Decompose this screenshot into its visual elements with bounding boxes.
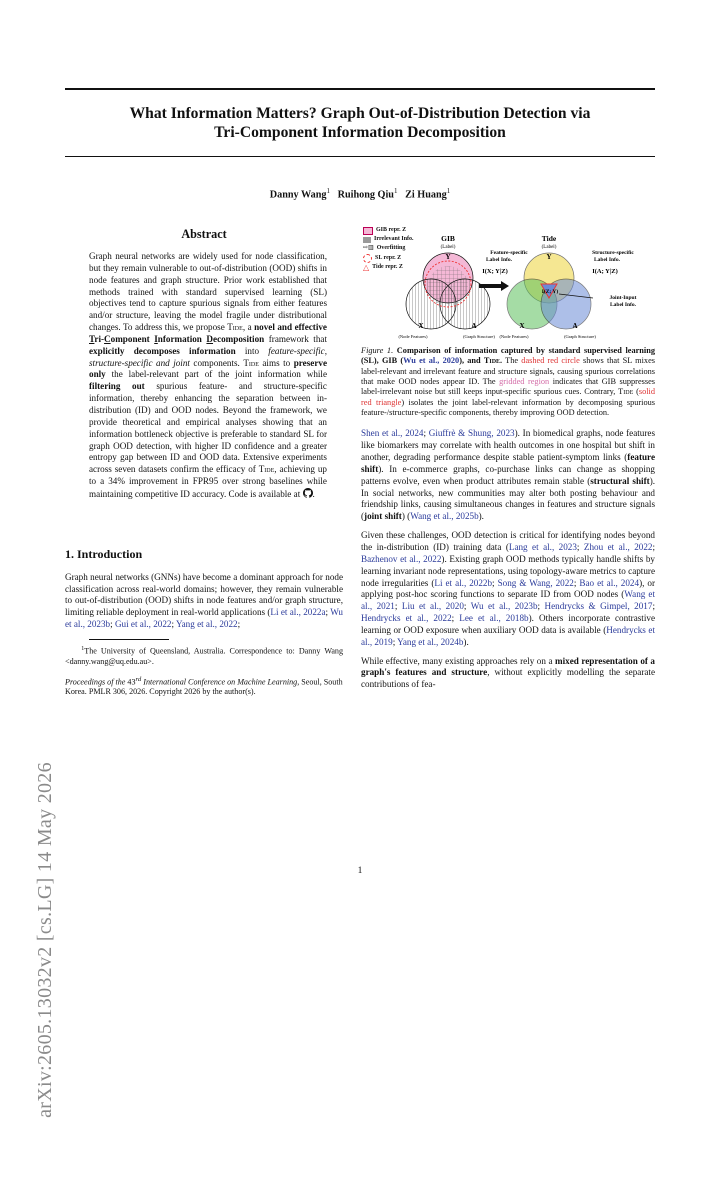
citation-link[interactable]: Li et al., 2022a [270,607,326,618]
figure-1 [361,226,655,340]
gib-title: GIB [441,234,455,243]
svg-text:(Label): (Label) [440,245,456,250]
citation-link[interactable]: Hendrycks et al., 2022 [361,613,452,624]
citation-link[interactable]: Wang et al., 2021 [361,589,655,612]
author-2: Ruihong Qiu [337,189,394,201]
title-line-2: Tri-Component Information Decomposition [214,124,506,141]
right-paragraph-1: Shen et al., 2024; Giuffrè & Shung, 2023). In biomedical graphs, node features like biomarkers may correlate with health outcomes in one hospital but shift in another, degrading performance despite stable patient-symptom links (feature shift). In e-commerce graphs, co-purchase links can change as shopping patterns evolve, even when product attributes remain stable (structural shift). In social networks, new communities may alter both posting behaviour and friendship links, causing simultaneous changes in features and structure signals (joint shift) (Wang et al., 2025b). [361,428,656,522]
svg-text:Structure-specific: Structure-specific [592,250,634,256]
intro-paragraph: Graph neural networks (GNNs) have become a dominant approach for node classification across real-world domains; however, they remain vulnerable to out-of-distribution (OOD) shifts in node features and/or graph structure, limiting reliable deployment in real-world applications (Li et al., 2022a; Wu et al., 2023b; Gui et al., 2022; Yang et al., 2022; [65,571,343,630]
footnote-rule [89,639,169,640]
title-line-1: What Information Matters? Graph Out-of-Distribution Detection via [129,105,591,122]
author-list: Danny Wang$^1$ Ruihong Qiu$^1$ Zi Huang$^1$ [269,187,451,201]
citation-link[interactable]: Giuffrè & Shung, 2023 [428,428,515,439]
venn-diagrams [361,226,655,340]
intro-heading: 1. Introduction [65,546,143,561]
citation-link[interactable]: Lee et al., 2018b [459,613,529,624]
bottom-rule [65,156,655,157]
abstract-text: Graph neural networks are widely used for node classification, but they remain vulnerable to out-of-distribution (OOD) shifts in node features and graph structure. Prior work established that methods trained with standard supervised learning (SL) objectives tend to capture spurious signals from either features and/or structure, leaving the model fragile under distributional changes. To address this, we propose Tide, a novel and effective Tri-Component Information Decomposition framework that explicitly decomposes information into feature-specific, structure-specific and joint components. Tide aims to preserve only the label-relevant part of the joint information while filtering out spurious feature- and structure-specific information, thereby enhancing the separation between in-distribution (ID) and OOD nodes. Beyond the framework, we provide theoretical and empirical analyses showing that an information bottleneck objective is preferable to standard SL for graph OOD detection, with higher ID confidence and a greater entropy gap between ID and OOD data. Extensive experiments across seven datasets confirm the efficacy of Tide, achieving up to a 34% improvement in FPR95 over strong baselines while maintaining competitive ID accuracy. Code is available at . [89,251,327,502]
citation-link[interactable]: Hendrycks et al., 2019 [361,624,655,647]
svg-text:(Label): (Label) [541,245,557,250]
svg-text:(Graph Structure): (Graph Structure) [564,334,596,339]
abstract-heading: Abstract [181,227,227,241]
proceedings-note: Proceedings of the 43rd International Conference on Machine Learning, Seoul, South Korea. PMLR 306, 2026. Copyright 2026 by the author(s). [65,675,343,697]
citation-link[interactable]: Lang et al., 2023 [508,542,577,552]
citation-link[interactable]: Wu et al., 2020 [403,356,460,366]
page-number: 1 [357,866,363,876]
svg-text:Y: Y [546,253,552,261]
author-3: Zi Huang [405,189,447,201]
citation-link[interactable]: Bazhenov et al., 2022 [361,553,442,564]
citation-link[interactable]: Song & Wang, 2022 [497,577,574,588]
citation-link[interactable]: Shen et al., 2024 [361,428,424,439]
citation-link[interactable]: Li et al., 2022b [434,577,493,588]
svg-text:Joint-Input: Joint-Input [609,295,637,301]
svg-text:Feature-specific: Feature-specific [490,250,528,256]
citation-link[interactable]: Yang et al., 2022 [175,619,238,630]
svg-text:(Graph Structure): (Graph Structure) [463,334,495,339]
tide-title: Tide [541,234,557,243]
svg-text:X: X [418,322,424,330]
paper-title [65,104,655,142]
top-rule [65,88,655,90]
github-icon[interactable] [303,488,313,502]
svg-text:I(A; Y|Z): I(A; Y|Z) [592,268,618,275]
svg-text:Label Info.: Label Info. [486,257,512,263]
citation-link[interactable]: Wang et al., 2025b [410,511,479,522]
svg-text:(Node Features): (Node Features) [499,334,529,339]
citation-link[interactable]: Zhou et al., 2022 [583,542,653,552]
author-1: Danny Wang [269,189,327,201]
svg-text:X: X [519,322,525,330]
svg-text:Label Info.: Label Info. [594,257,620,263]
right-paragraph-2: Given these challenges, OOD detection is critical for identifying nodes beyond the in-distribution (ID) training data (Lang et al., 2023; Zhou et al., 2022; Bazhenov et al., 2022). Existing graph OOD methods typically handle shifts by learning invariant node representations, using topology-aware metrics to capture node irregularities (Li et al., 2022b; Song & Wang, 2022; Bao et al., 2024), or applying post-hoc scoring functions to separate ID from OOD nodes (Wang et al., 2021; Liu et al., 2020; Wu et al., 2023b; Hendrycks & Gimpel, 2017; Hendrycks et al., 2022; Lee et al., 2018b). Others incorporate contrastive learning or OOD exposure when auxiliary OOD data is available (Hendrycks et al., 2019; Yang et al., 2024b). [361,530,656,647]
figure-legend: GIB repr. Z Irrelevant Info. ⇨▥ Overfitting SL repr. Z △ Tide repr. Z [363,227,414,272]
svg-text:Label Info.: Label Info. [610,302,636,308]
affiliation-footnote: $^1$The University of Queensland, Australia. Correspondence to: Danny Wang <danny.wang@uq.edu.au>. [65,645,343,666]
svg-text:I(X; Y|Z): I(X; Y|Z) [482,268,508,275]
left-column [65,222,343,705]
citation-link[interactable]: Wu et al., 2023b [470,601,538,612]
right-column [361,226,655,691]
citation-link[interactable]: Wu et al., 2023b [65,607,343,630]
citation-link[interactable]: Bao et al., 2024 [579,577,640,588]
svg-text:I(Z; Y): I(Z; Y) [541,289,559,295]
svg-text:A: A [572,322,578,330]
figure-caption: Figure 1. Comparison of information captured by standard supervised learning (SL), GIB (Wu et al., 2020), and Tide. The dashed red circle shows that SL mixes label-relevant and irrelevant feature and structure signals, causing spurious correlations that make OOD nodes appear ID. The gridded region indicates that GIB suppresses label-irrelevant noise but still keeps input-specific spurious cues. Contrary, Tide (solid red triangle) isolates the joint label-relevant information by decomposing spurious feature-/structure-specific components, thereby improving OOD detection. [361,346,655,418]
svg-text:A: A [471,322,477,330]
arxiv-stamp: arXiv:2605.13032v2 [cs.LG] 14 May 2026 [34,762,56,1118]
citation-link[interactable]: Liu et al., 2020 [401,601,464,612]
right-paragraph-3: While effective, many existing approaches rely on a mixed representation of a graph's features and structure, without explicitly modelling the separate contributions of fea- [361,655,655,690]
svg-text:Y: Y [445,253,451,261]
citation-link[interactable]: Gui et al., 2022 [114,619,172,630]
citation-link[interactable]: Yang et al., 2024b [397,636,464,647]
svg-text:(Node Features): (Node Features) [398,334,428,339]
citation-link[interactable]: Hendrycks & Gimpel, 2017 [544,601,653,612]
